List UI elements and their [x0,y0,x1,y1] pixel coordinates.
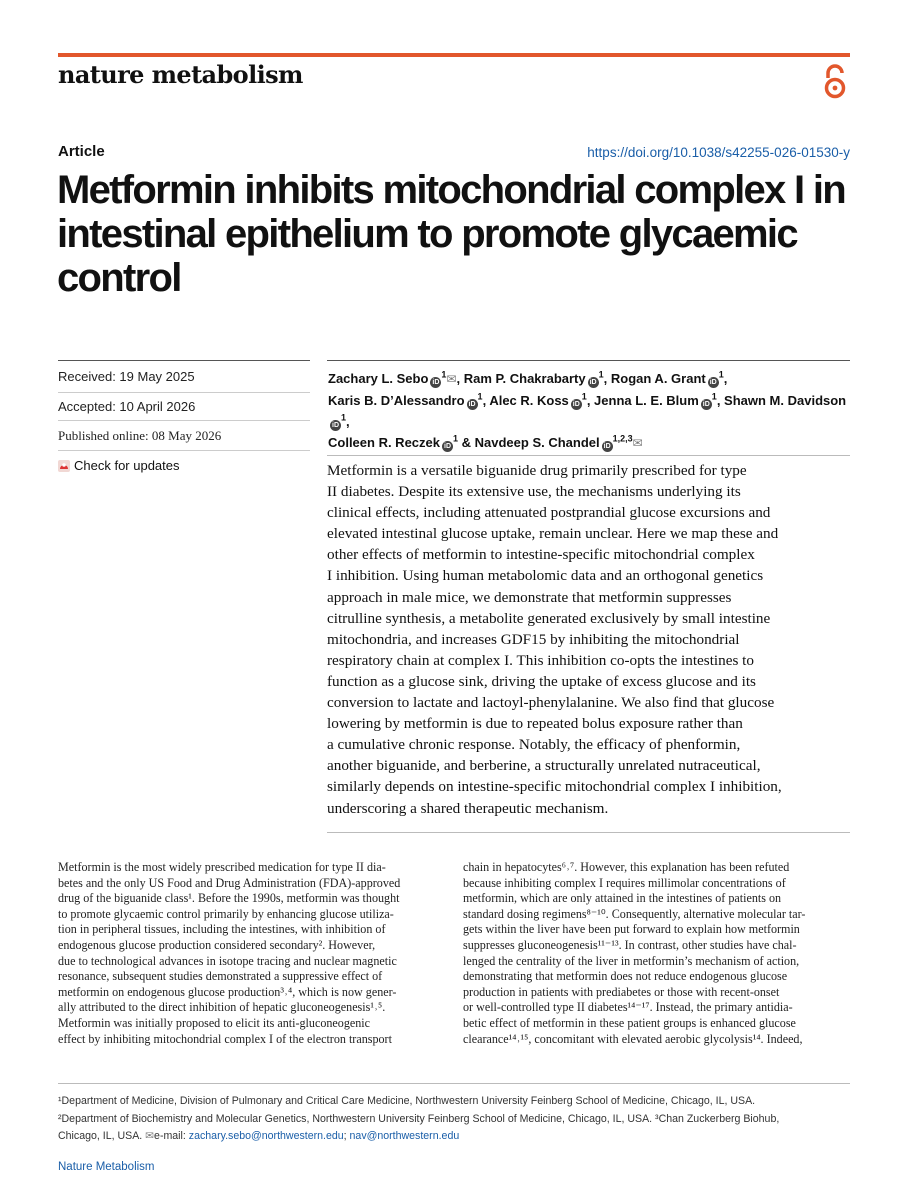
body-text-line: drug of the biguanide class¹. Before the 1990s, metformin was thought [58,891,400,906]
check-updates-label: Check for updates [74,458,180,473]
email-icon[interactable]: ✉ [632,436,643,450]
orcid-icon[interactable]: iD [572,401,580,408]
orcid-icon[interactable]: iD [432,379,440,386]
affiliation-superscript: 1 [341,412,347,423]
abstract-line: I inhibition. Using human metabolomic data and an orthogonal genetics [327,567,764,585]
email-link[interactable]: nav@northwestern.edu [349,1130,460,1142]
abstract-line: a cumulative chronic response. Notably, the efficacy of phenformin, [327,736,741,754]
body-text-line: due to technological advances in isotope tracing and nuclear magnetic [58,953,397,968]
body-text-line: metformin, which are only attained in the intestines of patients on [463,891,782,906]
abstract-line: another biguanide, and berberine, a structurally unrelated nutraceutical, [327,757,761,775]
author-name[interactable]: Zachary L. Sebo [328,371,429,386]
body-text-line: Metformin was initially proposed to elicit its anti-gluconeogenic [58,1015,371,1030]
author-name[interactable]: Shawn M. Davidson [724,393,847,408]
check-for-updates-button[interactable] [58,458,180,473]
abstract-line: II diabetes. Despite its extensive use, the mechanisms underlying its [327,483,741,501]
body-text-line: metformin on endogenous glucose production³˒⁴, which is now gener- [58,984,397,999]
author-name[interactable]: Karis B. D’Alessandro [328,393,465,408]
orcid-icon[interactable]: iD [702,401,710,408]
body-text-line: to promote glycaemic control primarily by enhancing glucose utiliza- [58,906,394,921]
body-text-line: ally attributed to the direct inhibition of hepatic gluconeogenesis¹˒⁵. [58,1000,386,1015]
abstract-line: citrulline synthesis, a metabolite generated exclusively by small intestine [327,609,771,627]
abstract-line: clinical effects, including attenuated postprandial glucose excursions and [327,504,771,522]
body-text-line: gets within the liver have been put forward to explain how metformin [463,922,800,937]
abstract-line: approach in male mice, we demonstrate that metformin suppresses [327,588,732,606]
published-date: Published online: 08 May 2026 [58,428,222,443]
author-name[interactable]: Colleen R. Reczek [328,435,440,450]
doi-link[interactable]: https://doi.org/10.1038/s42255-026-01530-y [587,145,850,160]
body-text-line: lenged the centrality of the liver in metformin’s mechanism of action, [463,953,800,968]
affiliation-superscript: 1 [718,369,724,380]
affiliation-superscript: 1 [477,391,483,402]
author-entry [594,393,717,408]
author-entry [489,393,587,408]
divider-abstract [327,455,850,456]
affiliation-superscript: 1 [441,369,447,380]
orcid-icon[interactable]: iD [603,443,611,450]
affiliation-superscript: 1,2,3 [612,433,633,444]
orcid-icon[interactable]: iD [444,443,451,450]
author-name[interactable]: Rogan A. Grant [610,371,706,386]
email-link[interactable]: zachary.sebo@northwestern.edu [188,1130,344,1142]
affiliation-line-last: Chicago, IL, USA. ✉e-mail: zachary.sebo@northwestern.edu; nav@northwestern.edu [58,1130,460,1142]
body-text-line: suppresses gluconeogenesis¹¹⁻¹³. In contrast, other studies have chal- [463,937,797,952]
abstract-line: underscoring a shared therapeutic mechanism. [327,799,609,817]
open-access-icon [818,64,852,100]
abstract-line: mitochondria, and increases GDF15 by inhibiting the mitochondrial [327,630,740,648]
body-text-line: Metformin is the most widely prescribed medication for type II dia- [58,860,386,874]
abstract-line: elevated intestinal glucose uptake, remain unclear. Here we map these and [327,525,779,543]
author-entry [328,371,457,386]
top-accent-bar [58,53,850,57]
check-updates-icon [58,460,70,472]
divider [58,420,310,421]
footer-journal-name: Nature Metabolism [58,1161,155,1173]
author-entry [328,393,483,408]
author-entry [611,371,724,386]
footnote-divider [58,1083,850,1084]
abstract-line: similarly depends on intestine-specific mitochondrial complex I inhibition, [327,778,782,796]
body-text-line: betic effect of metformin in these patient groups is enhanced glucose [463,1015,796,1030]
divider [58,450,310,451]
journal-name: nature metabolism [58,60,303,89]
abstract-line: conversion to lactate and lactoyl-phenylalanine. We also find that glucose [327,694,775,712]
affiliations [58,1093,858,1146]
affiliation-superscript: 1 [581,391,587,402]
affiliation-superscript: 1 [598,369,604,380]
affiliation-line: ²Department of Biochemistry and Molecular Genetics, Northwestern University Feinberg School of Medicine, Chicago, IL, USA. ³Chan Zuckerberg Biohub, [58,1112,780,1125]
accepted-date: Accepted: 10 April 2026 [58,399,196,414]
email-label: e-mail: [154,1130,186,1142]
divider [58,392,310,393]
body-column-left [58,860,458,1047]
author-name[interactable]: Navdeep S. Chandel [474,435,600,450]
divider-right [327,360,850,361]
affiliation-text: Chicago, IL, USA. [58,1130,143,1142]
abstract [327,460,857,819]
abstract-line: respiratory chain at complex I. This inhibition co-opts the intestines to [327,651,754,669]
body-text-line: tion in peripheral tissues, including the intestines, with inhibition of [58,922,386,937]
body-text-line: clearance¹⁴˒¹⁵, concomitant with elevated aerobic glycolysis¹⁴. Indeed, [463,1031,803,1046]
divider-abstract-bottom [327,832,850,833]
abstract-line: Metformin is a versatile biguanide drug primarily prescribed for type [327,462,747,479]
author-name[interactable]: Jenna L. E. Blum [594,393,699,408]
affiliation-line: ¹Department of Medicine, Division of Pulmonary and Critical Care Medicine, Northwestern University Feinberg School of Medicine, Chicago, IL, USA. [58,1095,756,1107]
body-text-line: demonstrating that metformin does not reduce endogenous glucose [463,969,788,984]
body-text-line: effect by inhibiting mitochondrial complex I of the electron transport [58,1031,392,1046]
orcid-icon[interactable]: iD [332,422,339,429]
article-type: Article [58,143,105,160]
abstract-line: lowering by metformin is due to repeated bolus exposure rather than [327,715,743,733]
body-text-line: betes and the only US Food and Drug Administration (FDA)-approved [58,875,401,890]
affiliation-superscript: 1 [453,433,459,444]
body-text-line: chain in hepatocytes⁶˒⁷. However, this explanation has been refuted [463,860,790,874]
author-entry [328,435,458,450]
body-text-line: because inhibiting complex I requires millimolar concentrations of [463,875,786,890]
abstract-line: other effects of metformin to intestine-specific mitochondrial complex [327,546,755,564]
email-icon[interactable]: ✉ [446,372,457,386]
author-entry [475,435,643,450]
body-text-line: standard dosing regimens⁸⁻¹⁰. Consequently, alternative molecular tar- [463,906,806,921]
body-text-line: or well-controlled type II diabetes¹⁴⁻¹⁷. Instead, the primary antidia- [463,1000,793,1015]
body-text-line: endogenous glucose production considered secondary². However, [58,937,376,952]
received-date: Received: 19 May 2025 [58,369,195,384]
affiliation-superscript: 1 [711,391,717,402]
body-column-right [463,860,863,1047]
orcid-icon[interactable]: iD [589,379,597,386]
author-name[interactable]: Alec R. Koss [489,393,569,408]
abstract-line: function as a glucose sink, driving the uptake of excess glucose and its [327,672,756,690]
author-name[interactable]: Ram P. Chakrabarty [463,371,586,386]
orcid-icon[interactable]: iD [709,379,717,386]
orcid-icon[interactable]: iD [468,401,476,408]
article-title: Metformin inhibits mitochondrial complex I in intestinal epithelium to promote glycaemic control [57,168,845,300]
author-list: Zachary L. Sebo iD$^1$✉, Ram P. Chakrabarty iD$^1$, Rogan A. Grant iD$^1$, Karis B. D’Alessandro iD$^1$, Alec R. Koss iD$^1$, Jenna L. E. Blum iD$^1$, Shawn M. DavidsoniD$^1$, Colleen R. Reczek iD$^1$ & Navdeep S. Chandel iD$^{1,2,3}$✉ [328,369,847,450]
body-text-line: production in patients with prediabetes or those with recent-onset [463,984,780,999]
body-text-line: resonance, subsequent studies demonstrated a suppressive effect of [58,969,383,984]
author-entry [464,371,604,386]
email-icon: ✉ [145,1130,155,1142]
divider-left [58,360,310,361]
